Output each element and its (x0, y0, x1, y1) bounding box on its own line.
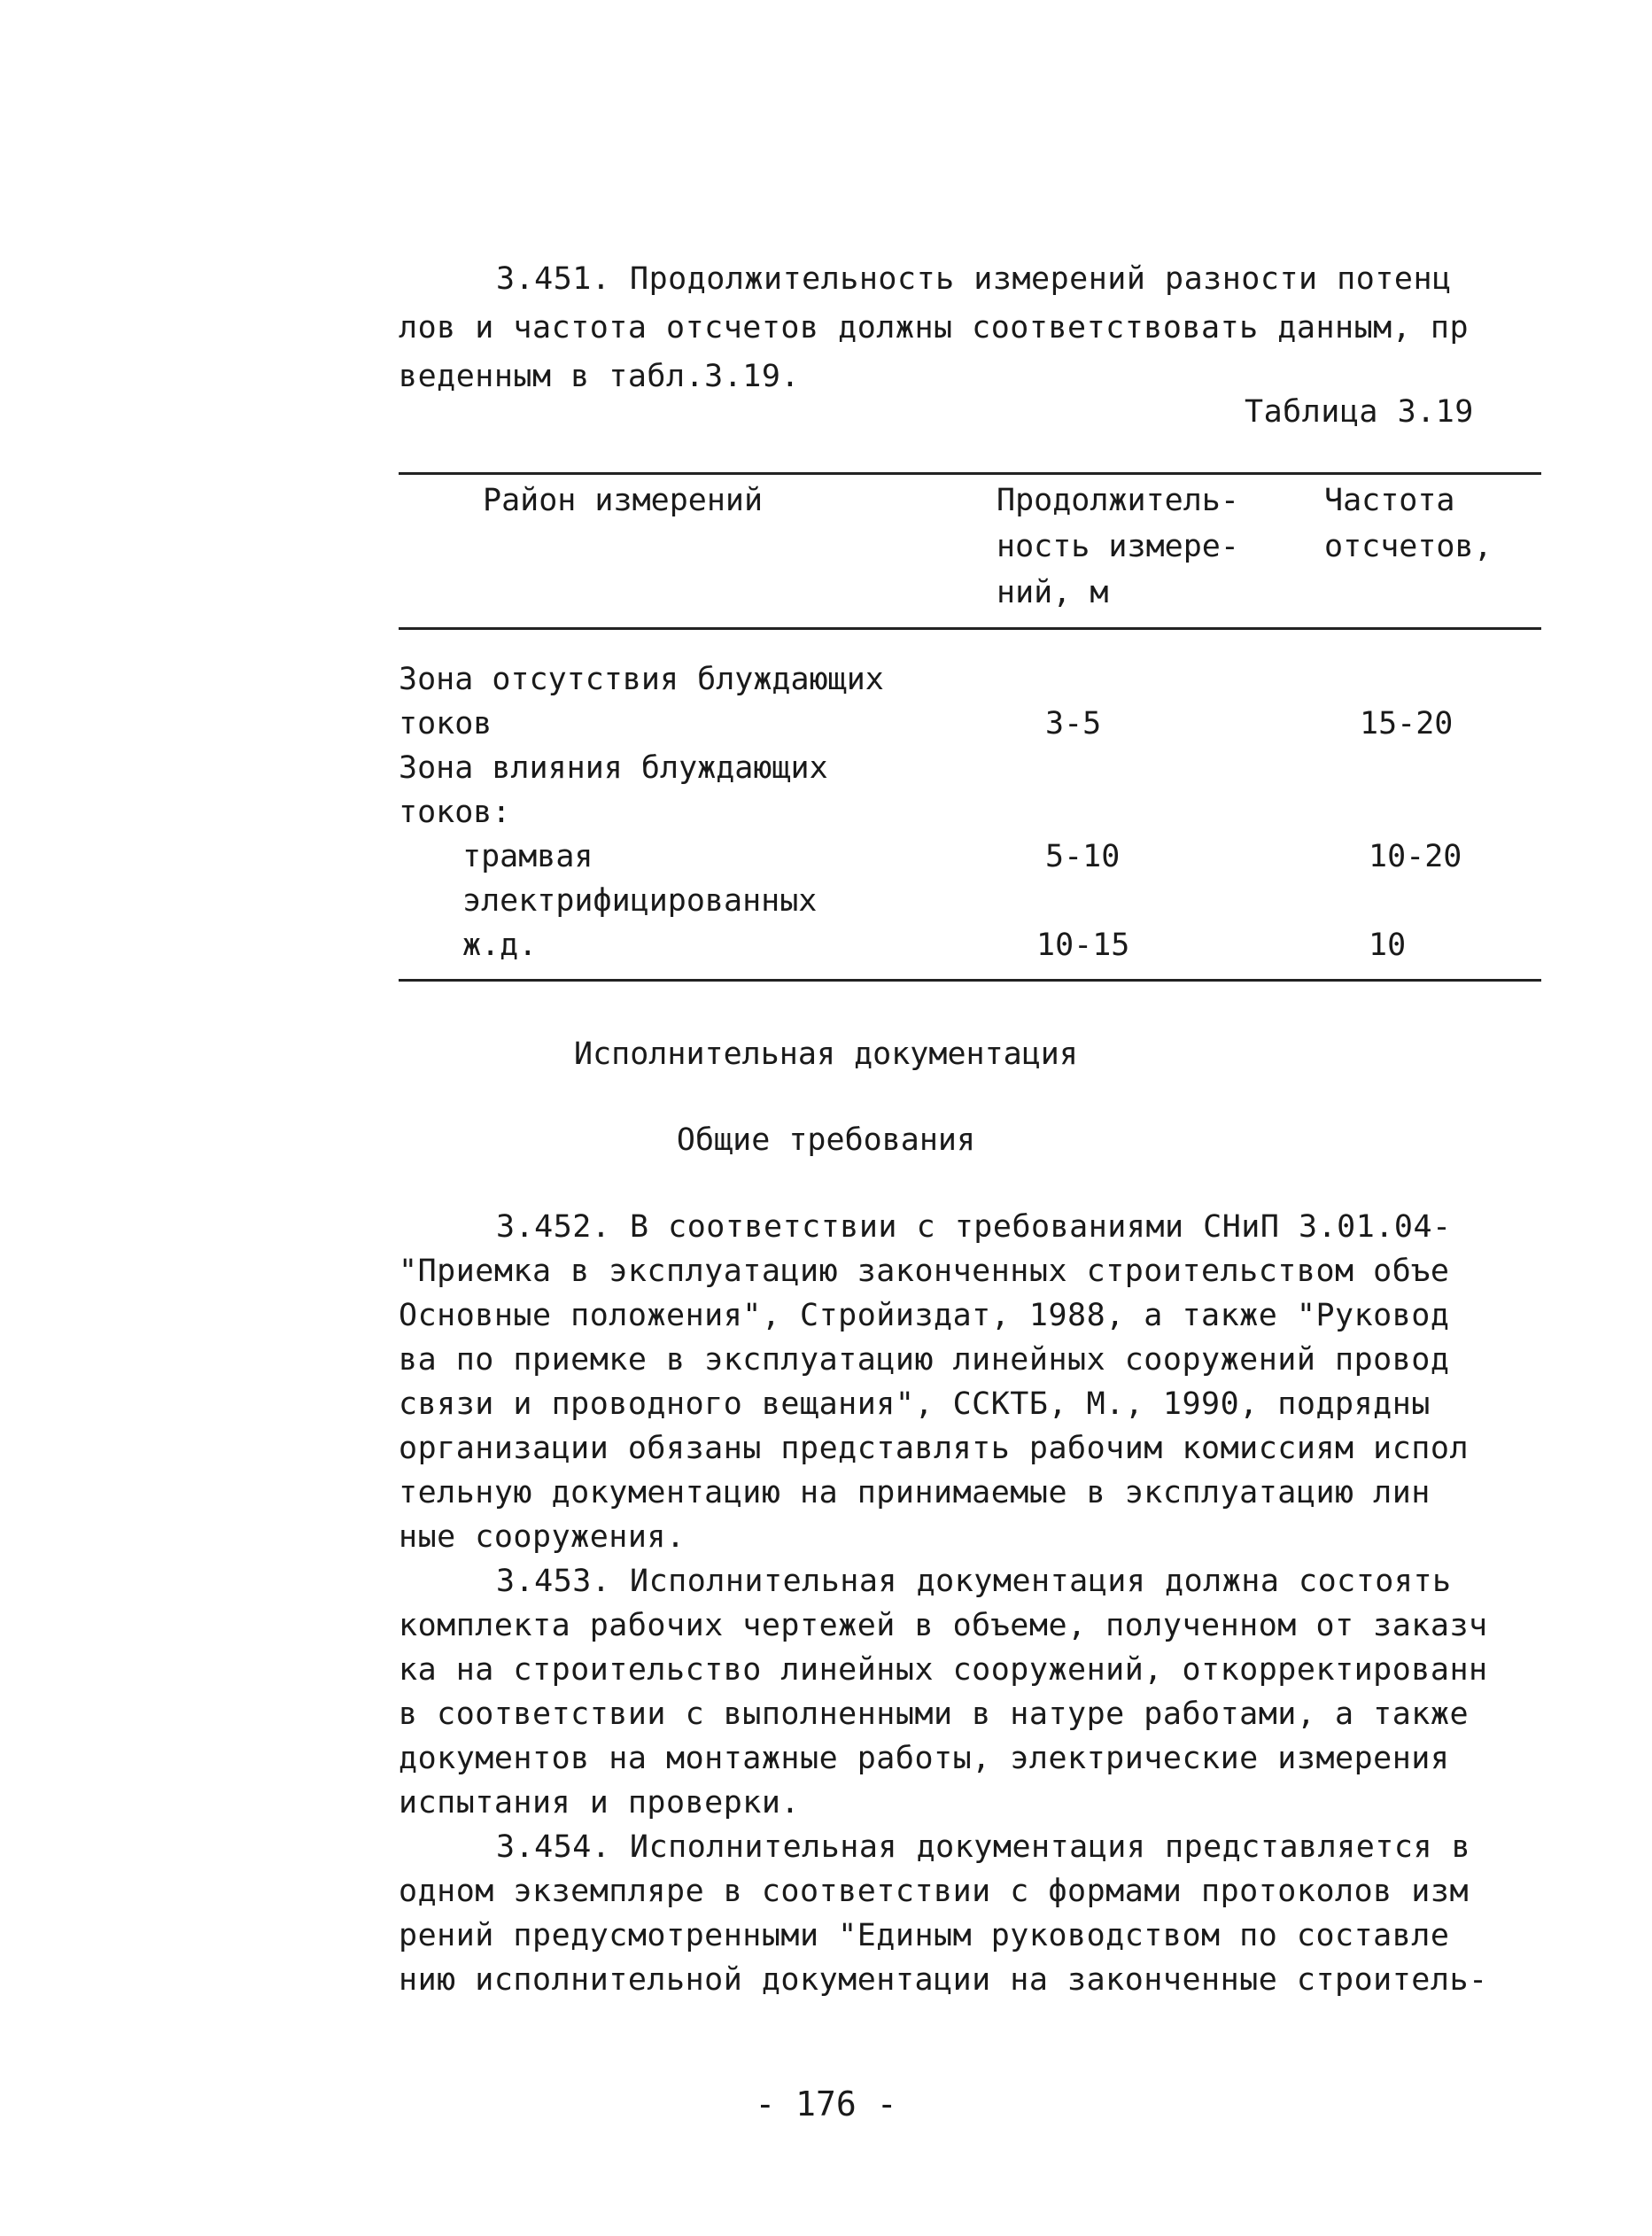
paragraph-line: тельную документацию на принимаемые в эксплуатацию лин (399, 1475, 1431, 1510)
paragraph-line: "Приемка в эксплуатацию законченных строительством объе (399, 1254, 1450, 1289)
table-cell-region: токов (399, 706, 492, 741)
table-header-region: Район измерений (483, 483, 764, 518)
paragraph-line: комплекта рабочих чертежей в объеме, полученном от заказч (399, 1608, 1488, 1643)
paragraph-line: документов на монтажные работы, электрические измерения (399, 1741, 1450, 1776)
table-cell-region: Зона влияния блуждающих (399, 750, 828, 786)
table-cell-region: электрифицированных (462, 883, 818, 919)
paragraph-line: 3.454. Исполнительная документация представляется в (496, 1829, 1471, 1865)
table-caption: Таблица 3.19 (1245, 394, 1474, 430)
table-header-duration-line: ний, м (997, 575, 1109, 610)
paragraph-line: рений предусмотренными "Единым руководством по составле (399, 1918, 1450, 1953)
paragraph-line: одном экземпляре в соответствии с формами протоколов изм (399, 1874, 1470, 1909)
table-header-frequency-line: отсчетов, (1324, 529, 1493, 564)
paragraph-line: ные сооружения. (399, 1519, 686, 1555)
table-header-duration-line: ность измере- (997, 529, 1239, 564)
page-number: - 176 - (755, 2085, 897, 2123)
paragraph-line: лов и частота отсчетов должны соответствовать данным, пр (399, 310, 1470, 345)
table-cell-region: Зона отсутствия блуждающих (399, 662, 884, 697)
table-cell-duration: 10-15 (1036, 928, 1130, 963)
paragraph-line: организации обязаны представлять рабочим комиссиям испол (399, 1431, 1470, 1466)
paragraph-line: связи и проводного вещания", ССКТБ, М., 1990, подрядны (399, 1386, 1431, 1422)
table-cell-frequency: 10-20 (1369, 839, 1462, 874)
paragraph-line: веденным в табл.3.19. (399, 359, 801, 394)
table-cell-duration: 5-10 (1045, 839, 1121, 874)
paragraph-line: ва по приемке в эксплуатацию линейных сооружений провод (399, 1342, 1450, 1378)
paragraph-line: 3.452. В соответствии с требованиями СНиП 3.01.04- (496, 1209, 1452, 1245)
table-header-duration-line: Продолжитель- (997, 483, 1239, 518)
table-cell-duration: 3-5 (1045, 706, 1102, 741)
section-heading: Исполнительная документация (574, 1036, 1078, 1072)
paragraph-line: 3.453. Исполнительная документация должна состоять (496, 1564, 1452, 1599)
paragraph-line: нию исполнительной документации на законченные строитель- (399, 1962, 1488, 1998)
table-top-rule (399, 472, 1541, 475)
table-header-frequency-line: Частота (1324, 483, 1455, 518)
table-cell-region: токов: (399, 795, 511, 830)
table-cell-region: ж.д. (462, 928, 538, 963)
paragraph-line: ка на строительство линейных сооружений, откорректированн (399, 1652, 1488, 1688)
table-cell-region: трамвая (462, 839, 593, 874)
table-cell-frequency: 10 (1369, 928, 1407, 963)
subsection-heading: Общие требования (676, 1122, 976, 1158)
paragraph-line: Основные положения", Стройиздат, 1988, а также "Руковод (399, 1298, 1450, 1333)
paragraph-line: в соответствии с выполненными в натуре работами, а также (399, 1696, 1470, 1732)
table-header-rule (399, 627, 1541, 630)
table-bottom-rule (399, 979, 1541, 982)
paragraph-line: 3.451. Продолжительность измерений разности потенц (496, 261, 1452, 297)
paragraph-line: испытания и проверки. (399, 1785, 801, 1821)
table-cell-frequency: 15-20 (1360, 706, 1454, 741)
